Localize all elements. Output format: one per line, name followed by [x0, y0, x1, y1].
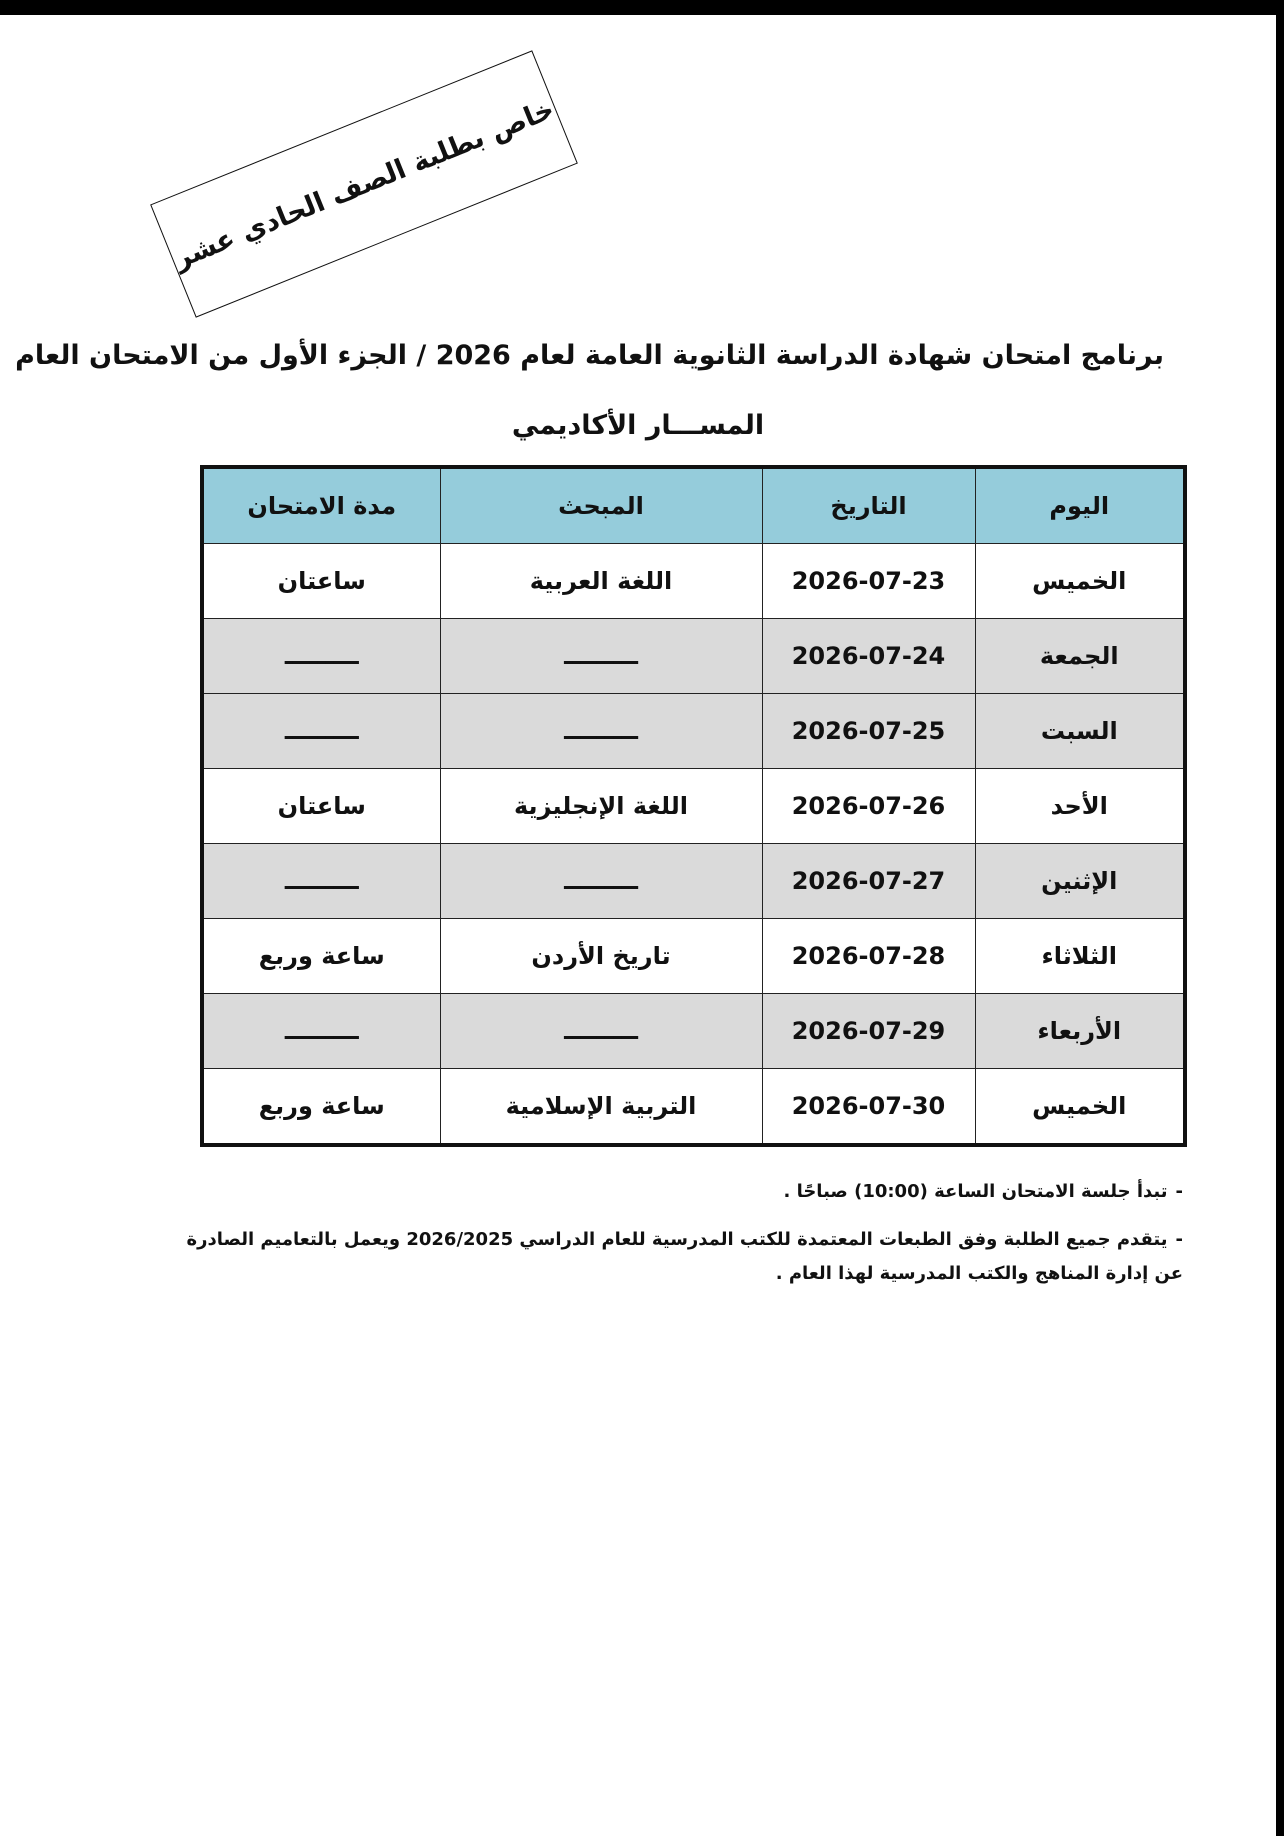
date-cell: 2026-07-28	[762, 919, 975, 994]
day-cell: الخميس	[975, 544, 1185, 619]
day-cell: الجمعة	[975, 619, 1185, 694]
date-cell: 2026-07-29	[762, 994, 975, 1069]
duration-cell: ساعة وربع	[202, 919, 440, 994]
subject-cell: التربية الإسلامية	[440, 1069, 762, 1146]
subject-cell: ـــــــــ	[440, 844, 762, 919]
table-row	[202, 844, 1185, 919]
scan-border	[1276, 0, 1284, 1836]
grade-stamp-text: خاص بطلبة الصف الحادي عشر	[169, 93, 559, 275]
table-row	[202, 694, 1185, 769]
table-row	[202, 544, 1185, 619]
table-row	[202, 994, 1185, 1069]
day-cell: الثلاثاء	[975, 919, 1185, 994]
date-cell: 2026-07-24	[762, 619, 975, 694]
bullet-icon: -	[1175, 1181, 1183, 1202]
header-day: اليوم	[975, 467, 1185, 544]
track-subtitle: المســـار الأكاديمي	[511, 410, 765, 441]
page-title: برنامج امتحان شهادة الدراسة الثانوية العامة لعام 2026 / الجزء الأول من الامتحان العام	[15, 340, 1164, 371]
duration-cell: ـــــــــ	[202, 694, 440, 769]
duration-cell: ساعتان	[202, 544, 440, 619]
header-subject: المبحث	[440, 467, 762, 544]
day-cell: الإثنين	[975, 844, 1185, 919]
exam-schedule-table	[200, 465, 1187, 1147]
subject-cell: ـــــــــ	[440, 694, 762, 769]
date-cell: 2026-07-26	[762, 769, 975, 844]
notes-section	[183, 1175, 1183, 1305]
date-cell: 2026-07-27	[762, 844, 975, 919]
duration-cell: ـــــــــ	[202, 619, 440, 694]
duration-cell: ـــــــــ	[202, 844, 440, 919]
table-row	[202, 619, 1185, 694]
note-item	[183, 1223, 1183, 1291]
day-cell: الأربعاء	[975, 994, 1185, 1069]
subject-cell: اللغة العربية	[440, 544, 762, 619]
grade-stamp-box	[150, 50, 578, 317]
subject-cell: تاريخ الأردن	[440, 919, 762, 994]
subject-cell: ـــــــــ	[440, 994, 762, 1069]
header-date: التاريخ	[762, 467, 975, 544]
table-row	[202, 769, 1185, 844]
day-cell: الأحد	[975, 769, 1185, 844]
date-cell: 2026-07-30	[762, 1069, 975, 1146]
note-item	[183, 1175, 1183, 1209]
day-cell: السبت	[975, 694, 1185, 769]
table-row	[202, 919, 1185, 994]
bullet-icon: -	[1175, 1229, 1183, 1250]
day-cell: الخميس	[975, 1069, 1185, 1146]
duration-cell: ـــــــــ	[202, 994, 440, 1069]
note-text: تبدأ جلسة الامتحان الساعة (10:00) صباحًا .	[783, 1181, 1168, 1202]
subject-cell: اللغة الإنجليزية	[440, 769, 762, 844]
table-header-row	[202, 467, 1185, 544]
duration-cell: ساعة وربع	[202, 1069, 440, 1146]
table-row	[202, 1069, 1185, 1146]
date-cell: 2026-07-25	[762, 694, 975, 769]
date-cell: 2026-07-23	[762, 544, 975, 619]
header-duration: مدة الامتحان	[202, 467, 440, 544]
note-text: يتقدم جميع الطلبة وفق الطبعات المعتمدة للكتب المدرسية للعام الدراسي 2026/2025 ويعمل بالتعاميم الصادرة عن إدارة المناهج والكتب المدرسية لهذا العام .	[186, 1229, 1183, 1284]
document-page	[0, 15, 1276, 1836]
subject-cell: ـــــــــ	[440, 619, 762, 694]
duration-cell: ساعتان	[202, 769, 440, 844]
